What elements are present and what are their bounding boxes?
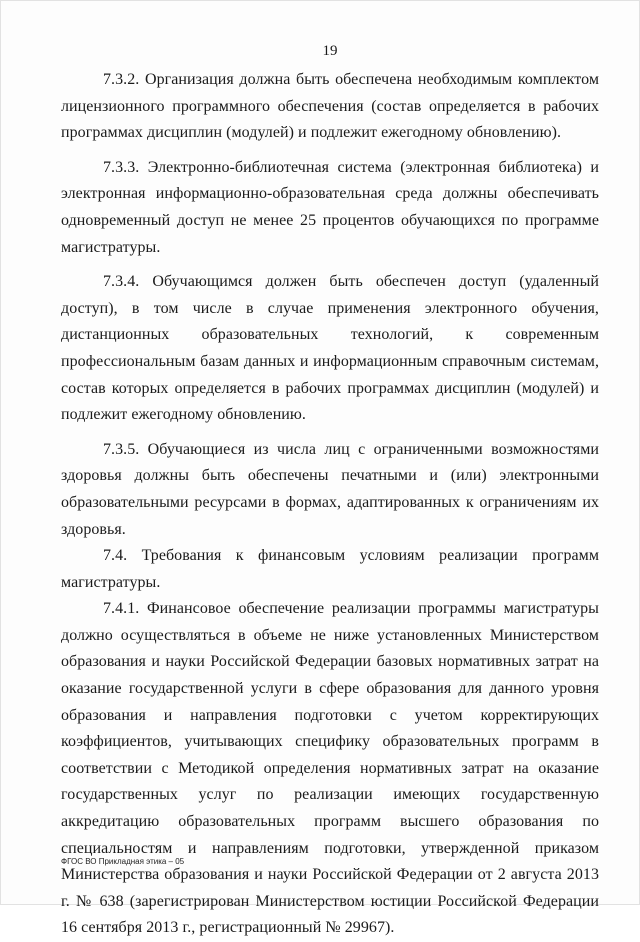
paragraph-7-3-5: 7.3.5. Обучающиеся из числа лиц с ограниченными возможностями здоровья должны быть обеспечены печатными и (или) электронными образовательными ресурсами в формах, адаптированных к ограничениям их здоровья. bbox=[61, 440, 599, 538]
paragraph-7-4-1: 7.4.1. Финансовое обеспечение реализации программы магистратуры должно осуществляться в объеме не ниже установленных Министерством образования и науки Российской Федерации базовых нормативных затрат на оказание государственной услуги в сфере образования для данного уровня образования и направления подготовки с учетом корректирующих коэффициентов, учитывающих специфику образовательных программ в соответствии с Методикой определения нормативных затрат на оказание государственных услуг по реализации имеющих государственную аккредитацию образовательных программ высшего образования по специальностям и направлениям подготовки, утвержденной приказом Министерства образования и науки Российской Федерации от 2 августа 2013 г. № 638 (зарегистрирован Министерством юстиции Российской Федерации 16 сентября 2013 г., регистрационный № 29967). bbox=[61, 600, 599, 937]
document-footer: ФГОС ВО Прикладная этика – 05 bbox=[61, 857, 185, 866]
paragraph-7-3-4: 7.3.4. Обучающимся должен быть обеспечен доступ (удаленный доступ), в том числе в случае применения электронного обучения, дистанционных образовательных технологий, к современным профессиональным базам данных и информационным справочным системам, состав которых определяется в рабочих программах дисциплин (модулей) и подлежит ежегодному обновлению. bbox=[61, 273, 599, 424]
paragraph-7-3-3: 7.3.3. Электронно-библиотечная система (электронная библиотека) и электронная информационно-образовательная среда должны обеспечивать одновременный доступ не менее 25 процентов обучающихся по программе магистратуры. bbox=[61, 158, 599, 256]
paragraph-7-4: 7.4. Требования к финансовым условиям реализации программ магистратуры. bbox=[61, 547, 599, 591]
page-number: 19 bbox=[322, 43, 338, 59]
paragraph-7-3-2: 7.3.2. Организация должна быть обеспечена необходимым комплектом лицензионного программного обеспечения (состав определяется в рабочих программах дисциплин (модулей) и подлежит ежегодному обновлению). bbox=[61, 71, 599, 142]
